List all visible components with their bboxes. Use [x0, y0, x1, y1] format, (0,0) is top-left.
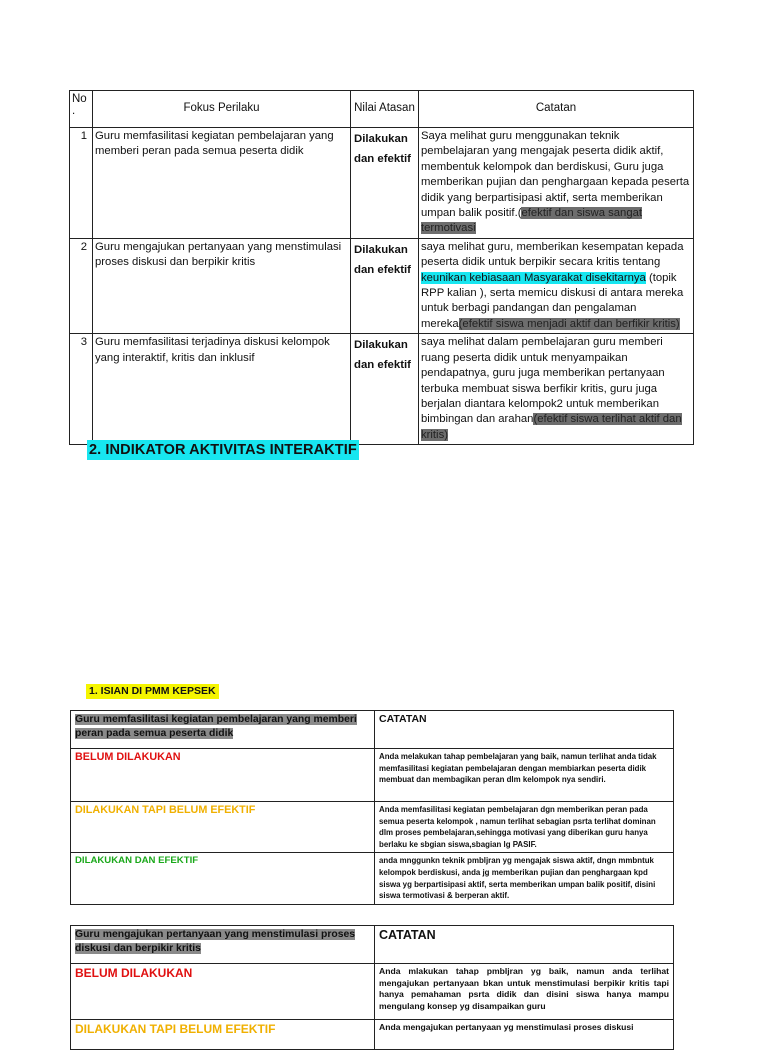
row-focus: Guru memfasilitasi terjadinya diskusi kelompok yang interaktif, kritis dan inklusif: [93, 334, 351, 445]
table-row: [70, 238, 694, 333]
pmm-focus: [71, 711, 375, 749]
header-note: Catatan: [419, 91, 694, 128]
row-note: [419, 238, 694, 333]
note-text: saya melihat dalam pembelajaran guru memberi ruang peserta didik untuk menyampaikan pendapatnya, guru juga memberikan pertanyaan terbuka membuat siswa berfikir kritis, guru juga berjalan diantara kelompok2 untuk memberikan bimbingan dan arahan: [421, 336, 665, 426]
table-header-row: [70, 91, 694, 128]
pmm-level: BELUM DILAKUKAN: [71, 749, 375, 802]
section-heading-isian: 1. ISIAN DI PMM KEPSEK: [86, 684, 219, 699]
note-highlight: (efektif siswa terlihat aktif dan kritis): [421, 413, 682, 441]
pmm-header-row: [71, 711, 674, 749]
pmm-catatan-header: CATATAN: [375, 711, 674, 749]
header-value: Nilai Atasan: [351, 91, 419, 128]
pmm-focus-text: Guru mengajukan pertanyaan yang menstimulasi proses diskusi dan berpikir kritis: [75, 929, 356, 954]
row-note: [419, 128, 694, 239]
pmm-header-row: [71, 926, 674, 964]
pmm-row: [71, 964, 674, 1020]
header-no: No .: [70, 91, 93, 128]
pmm-level: DILAKUKAN TAPI BELUM EFEKTIF: [71, 802, 375, 853]
pmm-row: [71, 749, 674, 802]
note-text-cont: (topik RPP kalian ), serta memicu diskusi di antara mereka untuk berbagi pandangan dan pengalaman mereka: [421, 271, 684, 330]
note-highlight: (efektif siswa menjadi aktif dan berfikir kritis): [458, 317, 680, 330]
row-note: [419, 334, 694, 445]
section-heading-indikator: 2. INDIKATOR AKTIVITAS INTERAKTIF: [89, 442, 357, 458]
note-text: Saya melihat guru menggunakan teknik pembelajaran yang mengajak peserta didik aktif, membentuk kelompok dan berdiskusi, Guru juga memberikan pujian dan penghargaan kepada peserta didik yang berpartisipasi aktif, serta memberikan umpan balik positif.(: [421, 130, 690, 220]
note-highlight: efektif dan siswa sangat termotivasi: [421, 207, 643, 235]
pmm-level: DILAKUKAN DAN EFEKTIF: [71, 853, 375, 904]
pmm-table-1: [70, 710, 674, 905]
note-text: saya melihat guru, memberikan kesempatan kepada peserta didik untuk berpikir secara kritis tentang: [421, 240, 684, 269]
table-row: [70, 128, 694, 239]
pmm-table-2: [70, 925, 674, 1050]
pmm-level: BELUM DILAKUKAN: [71, 964, 375, 1020]
pmm-note: anda mnggunkn teknik pmbljran yg mengajak siswa aktif, dngn mmbntuk kelompok berdiskusi, anda jg memberikan pujian dan penghargaan kpd siswa yg berpartisipasi aktif, serta memberikan umpan balik positif, disini siswa termotivasi & berperan aktif.: [375, 853, 674, 904]
pmm-focus-text: Guru memfasilitasi kegiatan pembelajaran yang memberi peran pada semua peserta didik: [75, 714, 357, 739]
note-cyan-highlight: keunikan kebiasaan Masyarakat disekitarnya: [421, 271, 646, 284]
pmm-level: DILAKUKAN TAPI BELUM EFEKTIF: [71, 1020, 375, 1050]
row-focus: Guru mengajukan pertanyaan yang menstimulasi proses diskusi dan berpikir kritis: [93, 238, 351, 333]
row-number: 3: [70, 334, 93, 445]
pmm-note: Anda memfasilitasi kegiatan pembelajaran dgn memberikan peran pada semua peserta kelompok , namun terlihat sebagian psrta terlihat dominan dlm proses pembelajaran,sehingga motivasi yang diberikan guru hanya berlaku ke sbgian siswa,sbagian lg PASIF.: [375, 802, 674, 853]
pmm-row: [71, 853, 674, 904]
pmm-note: Anda mengajukan pertanyaan yg menstimulasi proses diskusi: [375, 1020, 674, 1050]
row-value: Dilakukan dan efektif: [351, 128, 419, 239]
pmm-catatan-header: CATATAN: [375, 926, 674, 964]
pmm-focus: [71, 926, 375, 964]
row-focus: Guru memfasilitasi kegiatan pembelajaran yang memberi peran pada semua peserta didik: [93, 128, 351, 239]
header-focus: Fokus Perilaku: [93, 91, 351, 128]
row-value: Dilakukan dan efektif: [351, 238, 419, 333]
row-value: Dilakukan dan efektif: [351, 334, 419, 445]
pmm-row: [71, 802, 674, 853]
row-number: 1: [70, 128, 93, 239]
row-number: 2: [70, 238, 93, 333]
pmm-row: [71, 1020, 674, 1050]
observation-table: [69, 90, 694, 445]
pmm-note: Anda melakukan tahap pembelajaran yang baik, namun terlihat anda tidak memfasilitasi kegiatan pembelajaran dengan membiarkan peserta didik membuat dan membagikan peran dlm kelompok nya sendiri.: [375, 749, 674, 802]
pmm-note: Anda mlakukan tahap pmbljran yg baik, namun anda terlihat mengajukan pertanyaan bkan untuk menstimulasi berpikir kritis tapi hanya pemahaman psrta didik dan disini siswa hanya mampu mengulang konsep yg disampaikan guru: [375, 964, 674, 1020]
table-row: [70, 334, 694, 445]
